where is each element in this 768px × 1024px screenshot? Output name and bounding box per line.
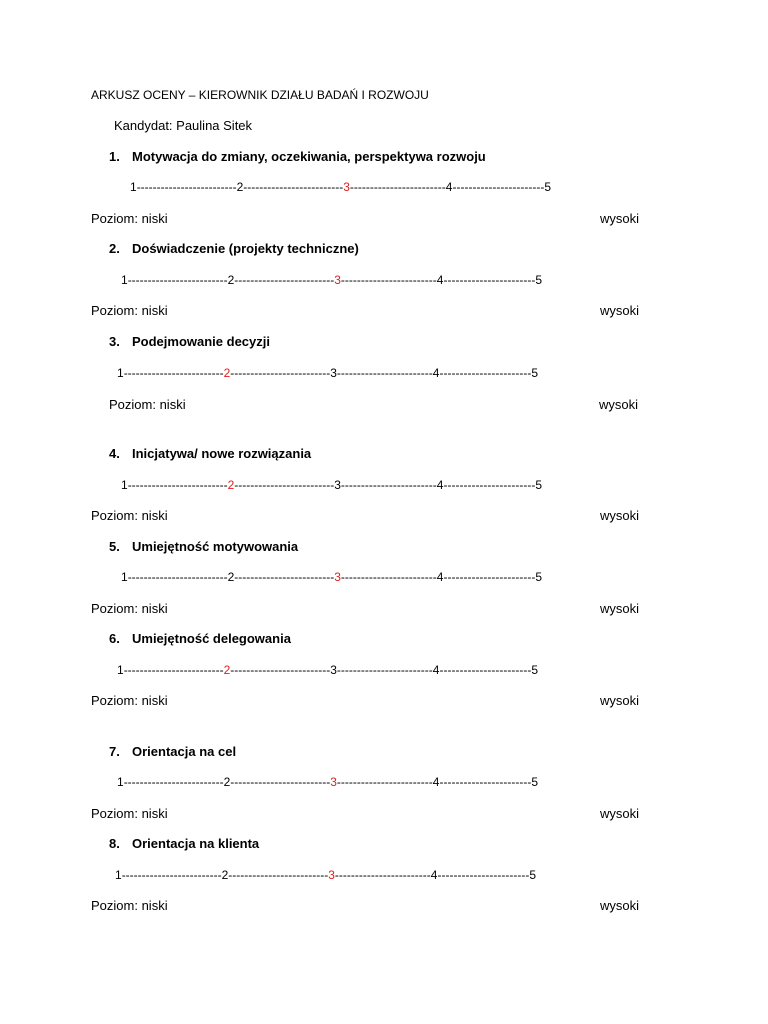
rating-scale [117, 664, 538, 676]
criterion-number: 3. [109, 334, 120, 349]
level-high-label: wysoki [599, 397, 639, 412]
level-high-label: wysoki [600, 303, 640, 318]
rating-scale [115, 869, 536, 881]
scale-point-5: -5 [525, 868, 537, 882]
criterion-number: 7. [109, 744, 120, 759]
scale-point-5: -5 [527, 775, 539, 789]
scale-point-5: -5 [527, 663, 539, 677]
scale-point-4: 4 [436, 273, 444, 287]
criterion-title: Orientacja na cel [132, 744, 237, 759]
level-high-label: wysoki [600, 601, 640, 616]
scale-dashes: ------------------------- [127, 273, 228, 287]
selected-rating: 3 [330, 775, 337, 789]
criterion-title: Inicjatywa/ nowe rozwiązania [132, 446, 312, 461]
scale-dashes: ---------------------- [439, 775, 528, 789]
level-high-label: wysoki [600, 211, 640, 226]
level-high-label: wysoki [600, 693, 640, 708]
scale-dashes: ---------------------- [439, 663, 528, 677]
scale-point-1: 1 [121, 273, 128, 287]
scale-point-4: 4 [432, 775, 440, 789]
scale-dashes: ------------------------ [340, 273, 437, 287]
criterion-number: 5. [109, 539, 120, 554]
scale-point-4: 4 [445, 180, 453, 194]
level-low-label: Poziom: niski [91, 806, 168, 821]
scale-point-2: 2 [236, 180, 244, 194]
selected-rating: 3 [334, 570, 341, 584]
criterion-number: 1. [109, 149, 120, 164]
scale-point-2: 2 [227, 273, 235, 287]
selected-rating: 3 [328, 868, 335, 882]
level-high-label: wysoki [600, 508, 640, 523]
scale-dashes: ------------------------- [127, 478, 228, 492]
scale-point-1: 1 [130, 180, 137, 194]
scale-dashes: ---------------------- [439, 366, 528, 380]
selected-rating: 3 [334, 273, 341, 287]
scale-dashes: ------------------------ [340, 570, 437, 584]
scale-dashes: ---------------------- [443, 478, 532, 492]
selected-rating: 2 [227, 478, 235, 492]
scale-dashes: ------------------------ [340, 478, 437, 492]
scale-dashes: ------------------------- [230, 775, 331, 789]
rating-scale [121, 274, 542, 286]
level-low-label: Poziom: niski [109, 397, 186, 412]
criterion-title: Umiejętność delegowania [132, 631, 291, 646]
scale-point-4: 4 [432, 663, 440, 677]
criterion-number: 4. [109, 446, 120, 461]
scale-point-5: -5 [531, 273, 543, 287]
level-low-label: Poziom: niski [91, 601, 168, 616]
rating-scale [130, 181, 551, 193]
scale-point-1: 1 [117, 366, 124, 380]
scale-dashes: ------------------------ [336, 775, 433, 789]
scale-dashes: ---------------------- [437, 868, 526, 882]
criterion-title: Orientacja na klienta [132, 836, 260, 851]
scale-point-3: 3 [330, 366, 337, 380]
scale-dashes: ------------------------ [336, 663, 433, 677]
scale-dashes: ------------------------- [123, 775, 224, 789]
scale-dashes: ------------------------- [127, 570, 228, 584]
rating-scale [117, 776, 538, 788]
scale-dashes: ------------------------- [230, 663, 331, 677]
scale-point-5: -5 [531, 478, 543, 492]
scale-dashes: ------------------------ [334, 868, 431, 882]
level-high-label: wysoki [600, 806, 640, 821]
scale-point-2: 2 [223, 775, 231, 789]
criterion-number: 2. [109, 241, 120, 256]
scale-point-2: 2 [221, 868, 229, 882]
document-title: ARKUSZ OCENY – KIEROWNIK DZIAŁU BADAŃ I ROZWOJU [91, 88, 429, 102]
scale-point-3: 3 [334, 478, 341, 492]
criterion-number: 8. [109, 836, 120, 851]
scale-point-1: 1 [117, 775, 124, 789]
scale-point-1: 1 [121, 570, 128, 584]
rating-scale [121, 571, 542, 583]
scale-dashes: ------------------------- [234, 478, 335, 492]
scale-dashes: ------------------------ [349, 180, 446, 194]
scale-point-5: -5 [531, 570, 543, 584]
scale-point-2: 2 [227, 570, 235, 584]
rating-scale [121, 479, 542, 491]
selected-rating: 2 [223, 366, 231, 380]
scale-point-1: 1 [121, 478, 128, 492]
scale-dashes: ---------------------- [443, 273, 532, 287]
criterion-title: Doświadczenie (projekty techniczne) [132, 241, 359, 256]
criterion-title: Umiejętność motywowania [132, 539, 299, 554]
level-low-label: Poziom: niski [91, 693, 168, 708]
level-low-label: Poziom: niski [91, 303, 168, 318]
scale-dashes: ------------------------- [243, 180, 344, 194]
criterion-number: 6. [109, 631, 120, 646]
selected-rating: 2 [223, 663, 231, 677]
scale-point-4: 4 [432, 366, 440, 380]
selected-rating: 3 [343, 180, 350, 194]
scale-dashes: ------------------------- [136, 180, 237, 194]
scale-dashes: ------------------------- [123, 366, 224, 380]
scale-point-5: -5 [540, 180, 552, 194]
scale-dashes: ------------------------- [234, 273, 335, 287]
scale-point-3: 3 [330, 663, 337, 677]
rating-scale [117, 367, 538, 379]
candidate-name: Kandydat: Paulina Sitek [114, 118, 253, 133]
scale-dashes: ------------------------- [234, 570, 335, 584]
scale-dashes: ------------------------ [336, 366, 433, 380]
scale-point-1: 1 [115, 868, 122, 882]
criterion-title: Motywacja do zmiany, oczekiwania, perspektywa rozwoju [132, 149, 486, 164]
scale-point-4: 4 [436, 478, 444, 492]
scale-dashes: ------------------------- [121, 868, 222, 882]
scale-dashes: ------------------------- [230, 366, 331, 380]
scale-dashes: ---------------------- [443, 570, 532, 584]
level-low-label: Poziom: niski [91, 211, 168, 226]
criterion-title: Podejmowanie decyzji [132, 334, 270, 349]
scale-dashes: ---------------------- [452, 180, 541, 194]
scale-dashes: ------------------------- [228, 868, 329, 882]
level-low-label: Poziom: niski [91, 898, 168, 913]
scale-point-5: -5 [527, 366, 539, 380]
scale-dashes: ------------------------- [123, 663, 224, 677]
scale-point-4: 4 [430, 868, 438, 882]
scale-point-1: 1 [117, 663, 124, 677]
level-low-label: Poziom: niski [91, 508, 168, 523]
scale-point-4: 4 [436, 570, 444, 584]
level-high-label: wysoki [600, 898, 640, 913]
